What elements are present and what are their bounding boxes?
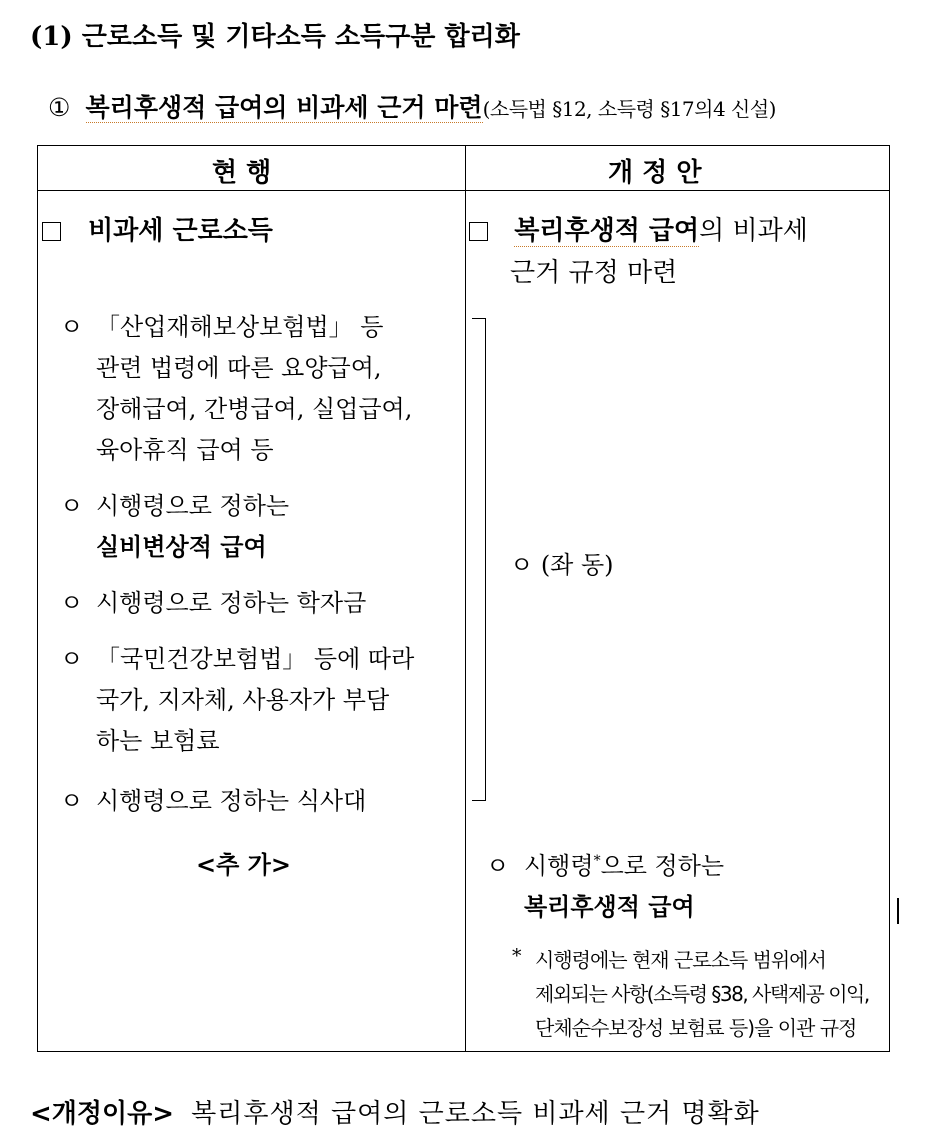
footnote-line-3: 단체순수보장성 보험료 등)을 이관 규정 <box>535 1016 857 1040</box>
footnote-star: * <box>512 945 522 967</box>
column-header-revised: 개 정 안 <box>608 158 702 188</box>
current-item-3-bullet: ㅇ <box>60 589 84 617</box>
current-item-5-line-1: 시행령으로 정하는 식사대 <box>96 787 367 815</box>
new-item-line-1-text: 시행령 <box>524 852 594 880</box>
current-item-1-bullet: ㅇ <box>60 313 84 341</box>
current-item-2-bullet: ㅇ <box>60 492 84 520</box>
column-header-current: 현 행 <box>212 158 272 188</box>
current-item-4-line-3: 하는 보험료 <box>96 727 220 755</box>
revision-reason <box>30 1093 760 1130</box>
current-item-5-bullet: ㅇ <box>60 787 84 815</box>
subheading-marker: ① <box>48 93 71 122</box>
same-as-left-bracket <box>472 318 486 801</box>
footnote-line-2: 제외되는 사항(소득령 §38, 사택제공 이익, <box>535 982 869 1006</box>
new-item-line-1 <box>524 846 724 881</box>
current-item-1-line-1: 「산업재해보상보험법」 등 <box>96 313 384 341</box>
current-item-1-line-3: 장해급여, 간병급여, 실업급여, <box>96 395 413 423</box>
header-divider <box>38 190 889 191</box>
current-item-1-line-4: 육아휴직 급여 등 <box>96 436 274 464</box>
text-cursor <box>897 898 899 924</box>
new-item-star: * <box>593 853 601 869</box>
revised-title <box>469 210 808 247</box>
footnote-line-1: 시행령에는 현재 근로소득 범위에서 <box>535 948 826 972</box>
revised-title-rest: 의 비과세 <box>699 216 808 246</box>
subheading-ref: (소득법 §12, 소득령 §17의4 신설) <box>482 97 776 121</box>
current-item-3-line-1: 시행령으로 정하는 학자금 <box>96 589 367 617</box>
new-item-bullet: ㅇ <box>486 852 510 880</box>
current-title <box>42 210 273 247</box>
current-item-2-line-1: 시행령으로 정하는 <box>96 492 290 520</box>
reason-label: <개정이유> <box>30 1099 175 1129</box>
new-item-bold-line: 복리후생적 급여 <box>524 892 695 921</box>
new-item-line-1-rest: 으로 정하는 <box>600 852 725 880</box>
checkbox-square-icon <box>42 222 61 241</box>
revised-title-line-2: 근거 규정 마련 <box>510 258 678 288</box>
subheading-title: 복리후생적 급여의 비과세 근거 마련 <box>85 93 483 122</box>
current-item-2-bold-line: 실비변상적 급여 <box>96 532 267 561</box>
current-item-4-bullet: ㅇ <box>60 645 84 673</box>
same-as-left-label: ㅇ (좌 동) <box>510 551 614 579</box>
reason-text: 복리후생적 급여의 근로소득 비과세 근거 명확화 <box>191 1099 760 1129</box>
current-item-4-line-1: 「국민건강보험법」 등에 따라 <box>96 645 415 673</box>
current-item-1-line-2: 관련 법령에 따른 요양급여, <box>96 354 382 382</box>
section-heading: (1) 근로소득 및 기타소득 소득구분 합리화 <box>30 22 520 52</box>
add-label: <추 가> <box>196 850 291 879</box>
current-title-text: 비과세 근로소득 <box>88 216 273 246</box>
checkbox-square-icon <box>469 222 488 241</box>
current-item-4-line-2: 국가, 지자체, 사용자가 부담 <box>96 686 390 714</box>
subheading <box>48 88 776 124</box>
revised-title-bold: 복리후생적 급여 <box>514 216 700 246</box>
column-divider <box>465 146 466 1051</box>
